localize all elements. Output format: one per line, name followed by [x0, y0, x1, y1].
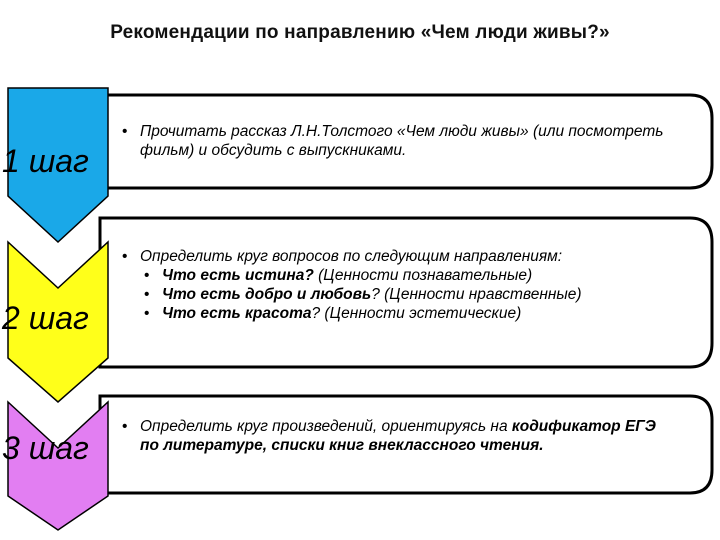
step-3-text	[118, 417, 658, 455]
step-2-text	[118, 247, 708, 323]
step-3-bullet	[118, 417, 658, 455]
step-2-intro: • Определить круг вопросов по следующим направлениям:	[118, 247, 708, 266]
step-2-subitem: • Что есть добро и любовь? (Ценности нравственные)	[118, 285, 708, 304]
step-3-bold: кодификатор ЕГЭ по литературе, списки книг внеклассного чтения.	[140, 418, 656, 454]
step-2-subitem: • Что есть истина? (Ценности познавательные)	[118, 266, 708, 285]
step-3-lead: Определить круг произведений, ориентируясь на	[140, 418, 508, 435]
step-1-label: 1 шаг	[2, 143, 89, 179]
step-1-bullet: • Прочитать рассказ Л.Н.Толстого «Чем люди живы» (или посмотреть фильм) и обсудить с выпускниками.	[118, 122, 698, 160]
step-2-label: 2 шаг	[2, 300, 89, 336]
page-title: Рекомендации по направлению «Чем люди живы?»	[110, 22, 610, 43]
step-1-text	[118, 122, 698, 160]
step-2-subitem: • Что есть красота? (Ценности эстетические)	[118, 304, 708, 323]
step-3-label: 3 шаг	[2, 430, 89, 466]
